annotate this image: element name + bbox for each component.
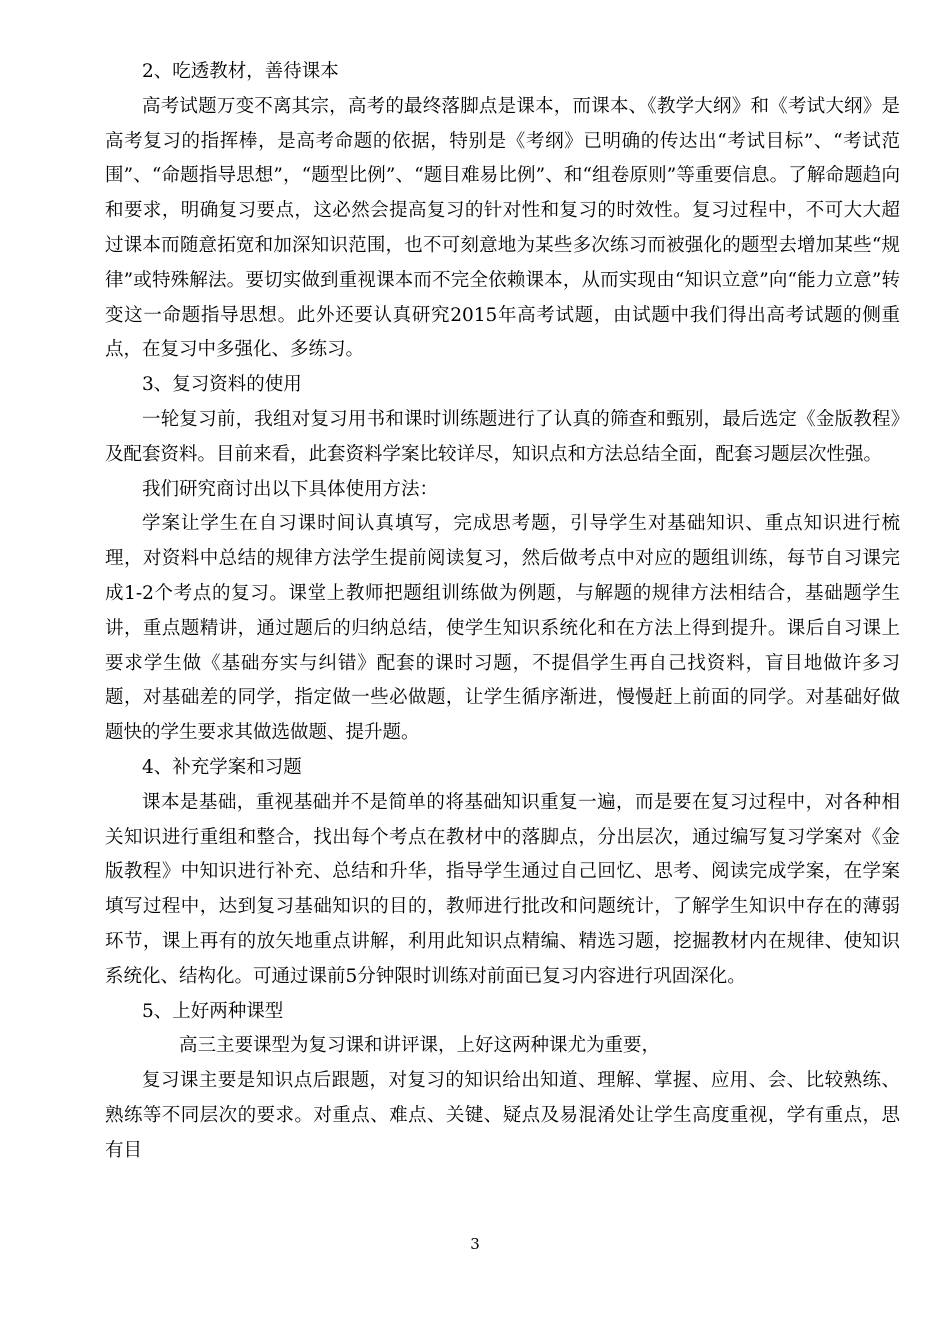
document-body bbox=[105, 55, 900, 1169]
section-heading-5: 5、上好两种课型 bbox=[142, 1000, 284, 1022]
paragraph-methods-detail: 学案让学生在自习课时间认真填写，完成思考题，引导学生对基础知识、重点知识进行梳理，对资料中总结的规律方法学生提前阅读复习，然后做考点中对应的题组训练，每节自习课完成1-2个考点的复习。课堂上教师把题组训练做为例题，与解题的规律方法相结合，基础题学生讲，重点题精讲，通过题后的归纳总结，使学生知识系统化和在方法上得到提升。课后自习课上要求学生做《基础夯实与纠错》配套的课时习题，不提倡学生再自己找资料，盲目地做许多习题，对基础差的同学，指定做一些必做题，让学生循序渐进，慢慢赶上前面的同学。对基础好做题快的学生要求其做选做题、提升题。 bbox=[105, 513, 900, 744]
section-heading-3: 3、复习资料的使用 bbox=[142, 374, 302, 396]
section-heading-4: 4、补充学案和习题 bbox=[142, 756, 302, 778]
section-heading-2: 2、吃透教材，善待课本 bbox=[142, 61, 339, 82]
paragraph-methods-intro: 我们研究商讨出以下具体使用方法： bbox=[142, 478, 439, 500]
paragraph-review-class: 复习课主要是知识点后跟题，对复习的知识给出知道、理解、掌握、应用、会、比较熟练、熟练等不同层次的要求。对重点、难点、关键、疑点及易混淆处让学生高度重视，学有重点，思有目 bbox=[105, 1070, 900, 1161]
paragraph-class-types-intro: 高三主要课型为复习课和讲评课，上好这两种课尤为重要， bbox=[179, 1035, 661, 1057]
paragraph-supplementary: 课本是基础，重视基础并不是简单的将基础知识重复一遍，而是要在复习过程中，对各种相关知识进行重组和整合，找出每个考点在教材中的落脚点，分出层次，通过编写复习学案对《金版教程》中知识进行补充、总结和升华，指导学生通过自己回忆、思考、阅读完成学案，在学案填写过程中，达到复习基础知识的目的，教师进行批改和问题统计，了解学生知识中存在的薄弱环节，课上再有的放矢地重点讲解，利用此知识点精编、精选习题，挖掘教材内在规律、使知识系统化、结构化。可通过课前5分钟限时训练对前面已复习内容进行巩固深化。 bbox=[105, 791, 900, 987]
paragraph-materials-selection: 一轮复习前，我组对复习用书和课时训练题进行了认真的筛查和甄别，最后选定《金版教程》及配套资料。目前来看，此套资料学案比较详尽，知识点和方法总结全面，配套习题层次性强。 bbox=[105, 408, 900, 465]
paragraph-textbook: 高考试题万变不离其宗，高考的最终落脚点是课本，而课本、《教学大纲》和《考试大纲》是高考复习的指挥棒，是高考命题的依据，特别是《考纲》已明确的传达出“考试目标”、“考试范围”、“命题指导思想”，“题型比例”、“题目难易比例”、和“组卷原则”等重要信息。了解命题趋向和要求，明确复习要点，这必然会提高复习的针对性和复习的时效性。复习过程中，不可大大超过课本而随意拓宽和加深知识范围，也不可刻意地为某些多次练习而被强化的题型去增加某些“规律”或特殊解法。要切实做到重视课本而不完全依赖课本，从而实现由“知识立意”向“能力立意”转变这一命题指导思想。此外还要认真研究2015年高考试题，由试题中我们得出高考试题的侧重点，在复习中多强化、多练习。 bbox=[105, 95, 900, 361]
page-number: 3 bbox=[470, 1235, 480, 1253]
